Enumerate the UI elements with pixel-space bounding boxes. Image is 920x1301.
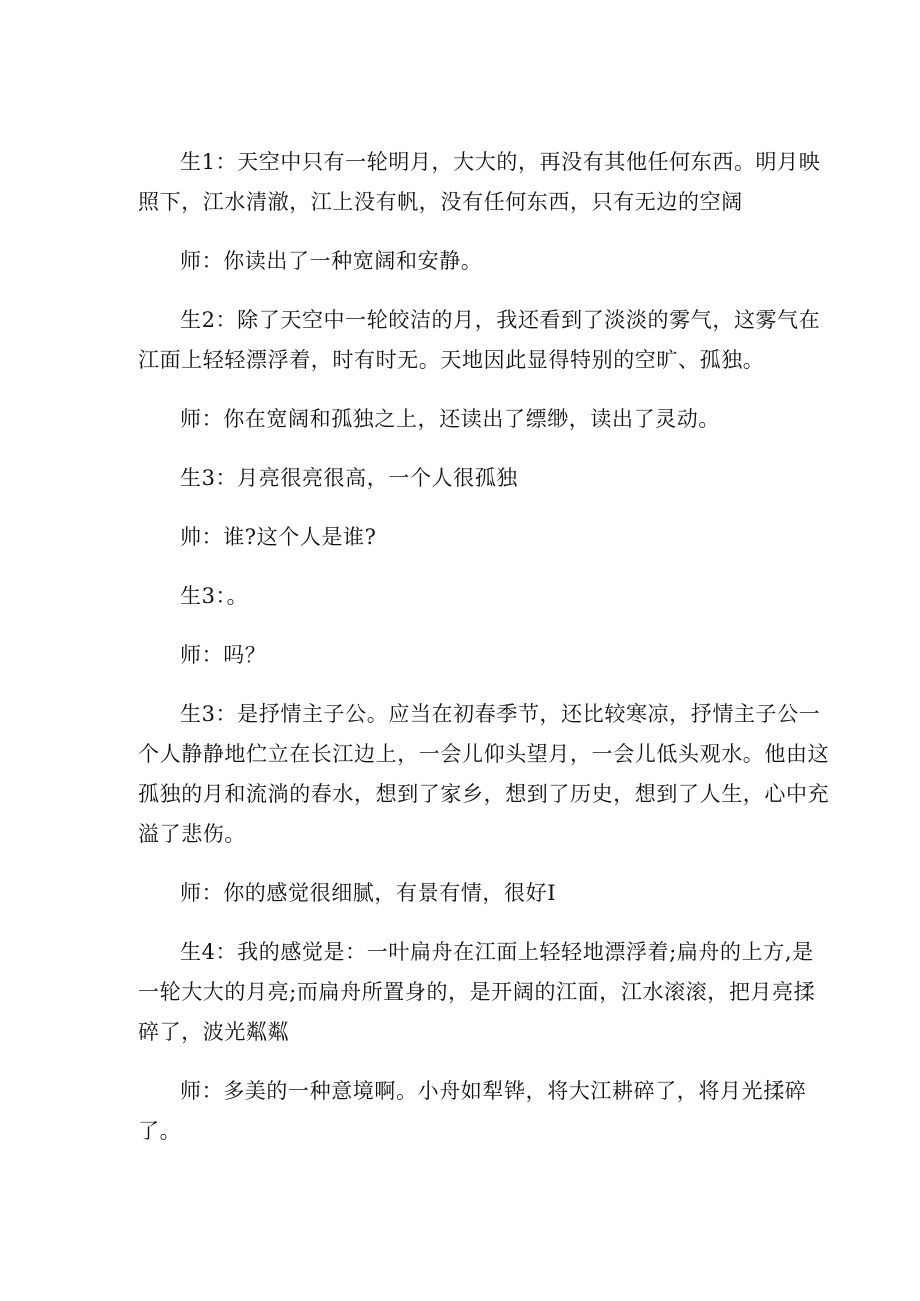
dialogue-paragraph: 师：你在宽阔和孤独之上，还读出了缥缈，读出了灵动。	[180, 407, 720, 431]
dialogue-paragraph: 师：你读出了一种宽阔和安静。	[180, 249, 483, 273]
dialogue-paragraph: 师：吗？	[180, 643, 267, 667]
dialogue-paragraph: 生1：天空中只有一轮明月，大大的，再没有其他任何东西。明月映照下，江水清澈，江上没有帆，没有任何东西，只有无边的空阔	[138, 150, 821, 214]
dialogue-paragraph: 生4：我的感觉是：一叶扁舟在江面上轻轻地漂浮着;扁舟的上方,是一轮大大的月亮;而扁舟所置身的，是开阔的江面，江水滚滚，把月亮揉碎了，波光粼粼	[138, 940, 816, 1044]
dialogue-paragraph: 生3：月亮很亮很高，一个人很孤独	[180, 466, 518, 490]
dialogue-paragraph: 生3：。	[180, 584, 249, 608]
dialogue-paragraph: 师：多美的一种意境啊。小舟如犁铧，将大江耕碎了，将月光揉碎了。	[138, 1079, 807, 1143]
dialogue-paragraph: 生3：是抒情主子公。应当在初春季节，还比较寒凉，抒情主子公一个人静静地伫立在长江边上，一会儿仰头望月，一会儿低头观水。他由这孤独的月和流淌的春水，想到了家乡，想到了历史，想到了人生，心中充溢了悲伤。	[138, 702, 830, 846]
dialogue-paragraph: 师：你的感觉很细腻，有景有情，很好I	[180, 881, 557, 905]
dialogue-paragraph: 生2：除了天空中一轮皎洁的月，我还看到了淡淡的雾气，这雾气在江面上轻轻漂浮着，时有时无。天地因此显得特别的空旷、孤独。	[138, 308, 821, 372]
dialogue-paragraph: 帅：谁?这个人是谁?	[180, 525, 377, 549]
